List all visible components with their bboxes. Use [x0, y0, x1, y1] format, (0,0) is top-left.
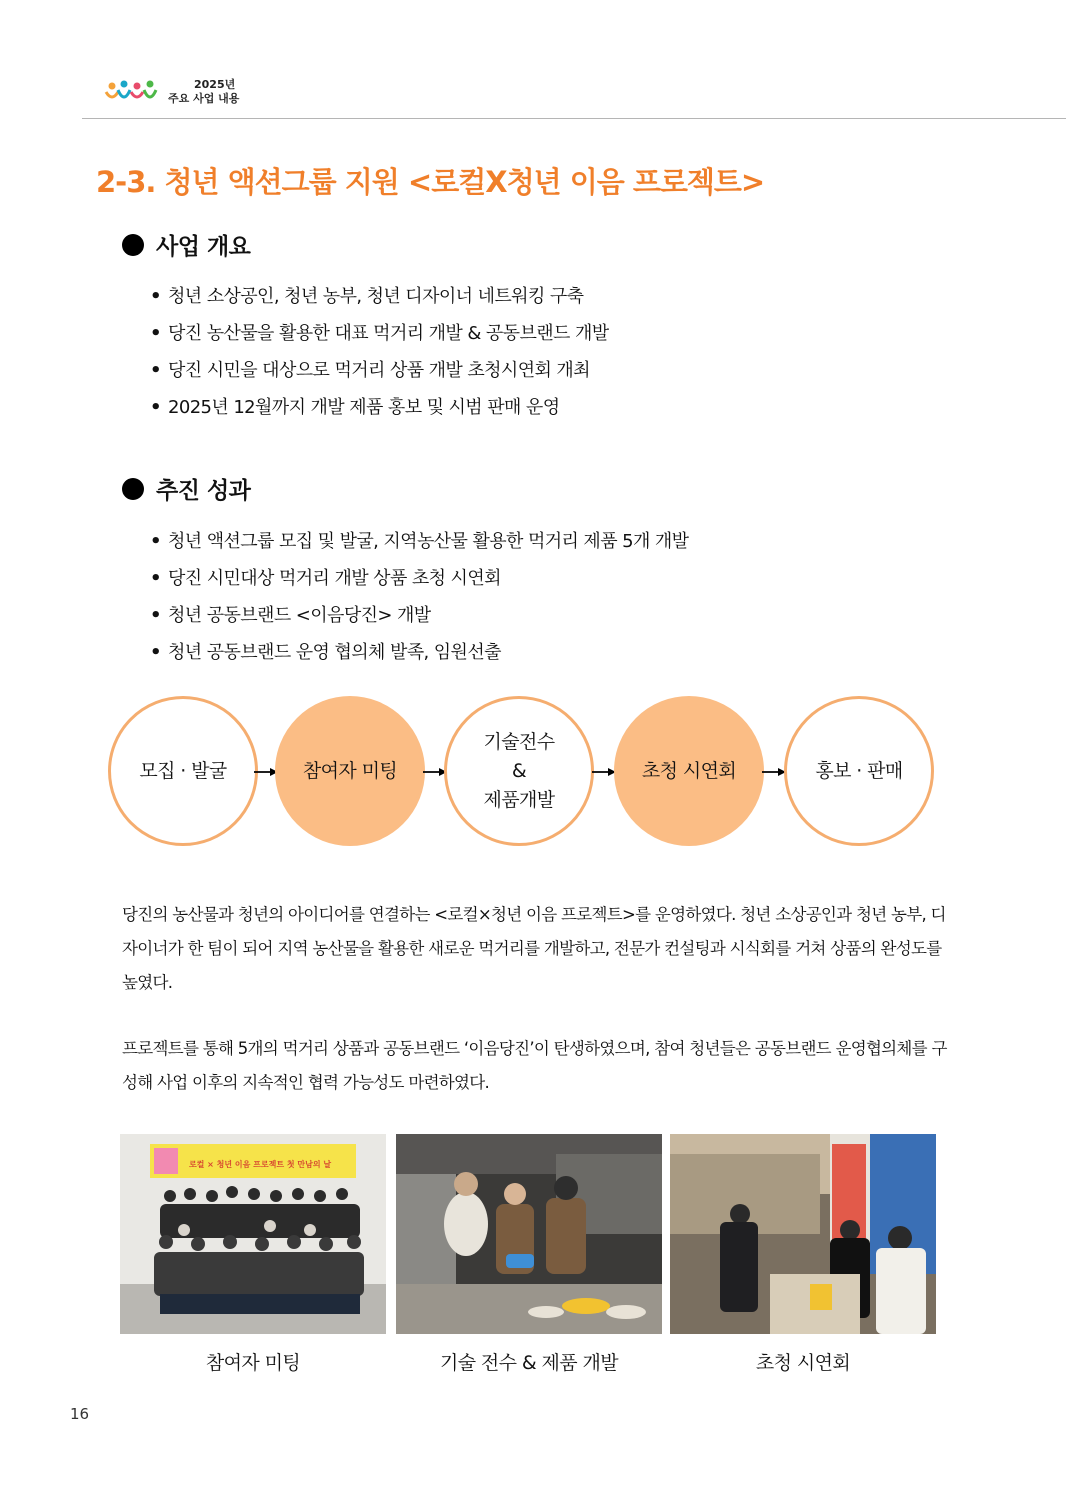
- list-item: • 당진 농산물을 활용한 대표 먹거리 개발 & 공동브랜드 개발: [150, 315, 609, 352]
- flow-step-recruit: [108, 696, 258, 846]
- list-item: • 당진 시민을 대상으로 먹거리 상품 개발 초청시연회 개최: [150, 352, 609, 389]
- bullet-dot-icon: [122, 234, 144, 256]
- photo-caption: 참여자 미팅: [205, 1352, 301, 1374]
- list-item: • 당진 시민대상 먹거리 개발 상품 초청 시연회: [150, 560, 688, 597]
- flow-step-label: &: [511, 759, 527, 782]
- process-flow: [0, 696, 1066, 850]
- flow-step-label: 초청 시연회: [641, 759, 737, 782]
- results-heading: [122, 472, 250, 505]
- flow-step-meeting: [275, 696, 425, 846]
- list-item: • 청년 소상공인, 청년 농부, 청년 디자이너 네트워킹 구축: [150, 278, 609, 315]
- flow-step-label: 홍보 · 판매: [815, 759, 903, 782]
- header-year: 2025년: [194, 78, 236, 91]
- page-number: 16: [70, 1405, 90, 1423]
- flow-step-label: 기술전수: [483, 730, 555, 753]
- header-subtitle: 주요 사업 내용: [168, 92, 240, 105]
- flow-step-label: 참여자 미팅: [302, 759, 398, 782]
- page-header: [104, 72, 239, 112]
- photo-workshop: [396, 1134, 662, 1334]
- flow-step-label: 제품개발: [483, 788, 555, 811]
- results-heading-text: 추진 성과: [156, 478, 251, 504]
- body-paragraph: 프로젝트를 통해 5개의 먹거리 상품과 공동브랜드 ‘이음당진’이 탄생하였으며, 참여 청년들은 공동브랜드 운영협의체를 구성해 사업 이후의 지속적인 협력 가능성도 마련하였다.: [122, 1039, 947, 1092]
- list-item: • 청년 공동브랜드 운영 협의체 발족, 임원선출: [150, 634, 688, 671]
- overview-heading: [122, 228, 250, 261]
- photo-demonstration: [670, 1134, 936, 1334]
- list-item: • 2025년 12월까지 개발 제품 홍보 및 시범 판매 운영: [150, 389, 609, 426]
- overview-heading-text: 사업 개요: [156, 234, 251, 260]
- photo-banner-text: 로컬 × 청년 이음 프로젝트 첫 만남의 날: [188, 1160, 332, 1169]
- results-list: [150, 523, 688, 671]
- flow-step-promotion: [784, 696, 934, 846]
- overview-list: [150, 278, 609, 426]
- organization-logo-icon: [104, 78, 160, 106]
- photo-caption: 초청 시연회: [755, 1352, 851, 1374]
- page-title: 2-3. 청년 액션그룹 지원 <로컬X청년 이음 프로젝트>: [96, 165, 765, 199]
- flow-step-demo: [614, 696, 764, 846]
- flow-step-label: 모집 · 발굴: [139, 759, 227, 782]
- body-paragraph: 당진의 농산물과 청년의 아이디어를 연결하는 <로컬×청년 이음 프로젝트>를 운영하였다. 청년 소상공인과 청년 농부, 디자이너가 한 팀이 되어 지역 농산물을 활용한 새로운 먹거리를 개발하고, 전문가 컨설팅과 시식회를 거쳐 상품의 완성도를 높였다.: [122, 905, 946, 992]
- photo-caption: 기술 전수 & 제품 개발: [439, 1352, 618, 1374]
- photo-meeting: [120, 1134, 386, 1334]
- bullet-dot-icon: [122, 478, 144, 500]
- flow-step-development: [444, 696, 594, 846]
- header-divider: [82, 118, 1066, 119]
- list-item: • 청년 공동브랜드 <이음당진> 개발: [150, 597, 688, 634]
- list-item: • 청년 액션그룹 모집 및 발굴, 지역농산물 활용한 먹거리 제품 5개 개발: [150, 523, 688, 560]
